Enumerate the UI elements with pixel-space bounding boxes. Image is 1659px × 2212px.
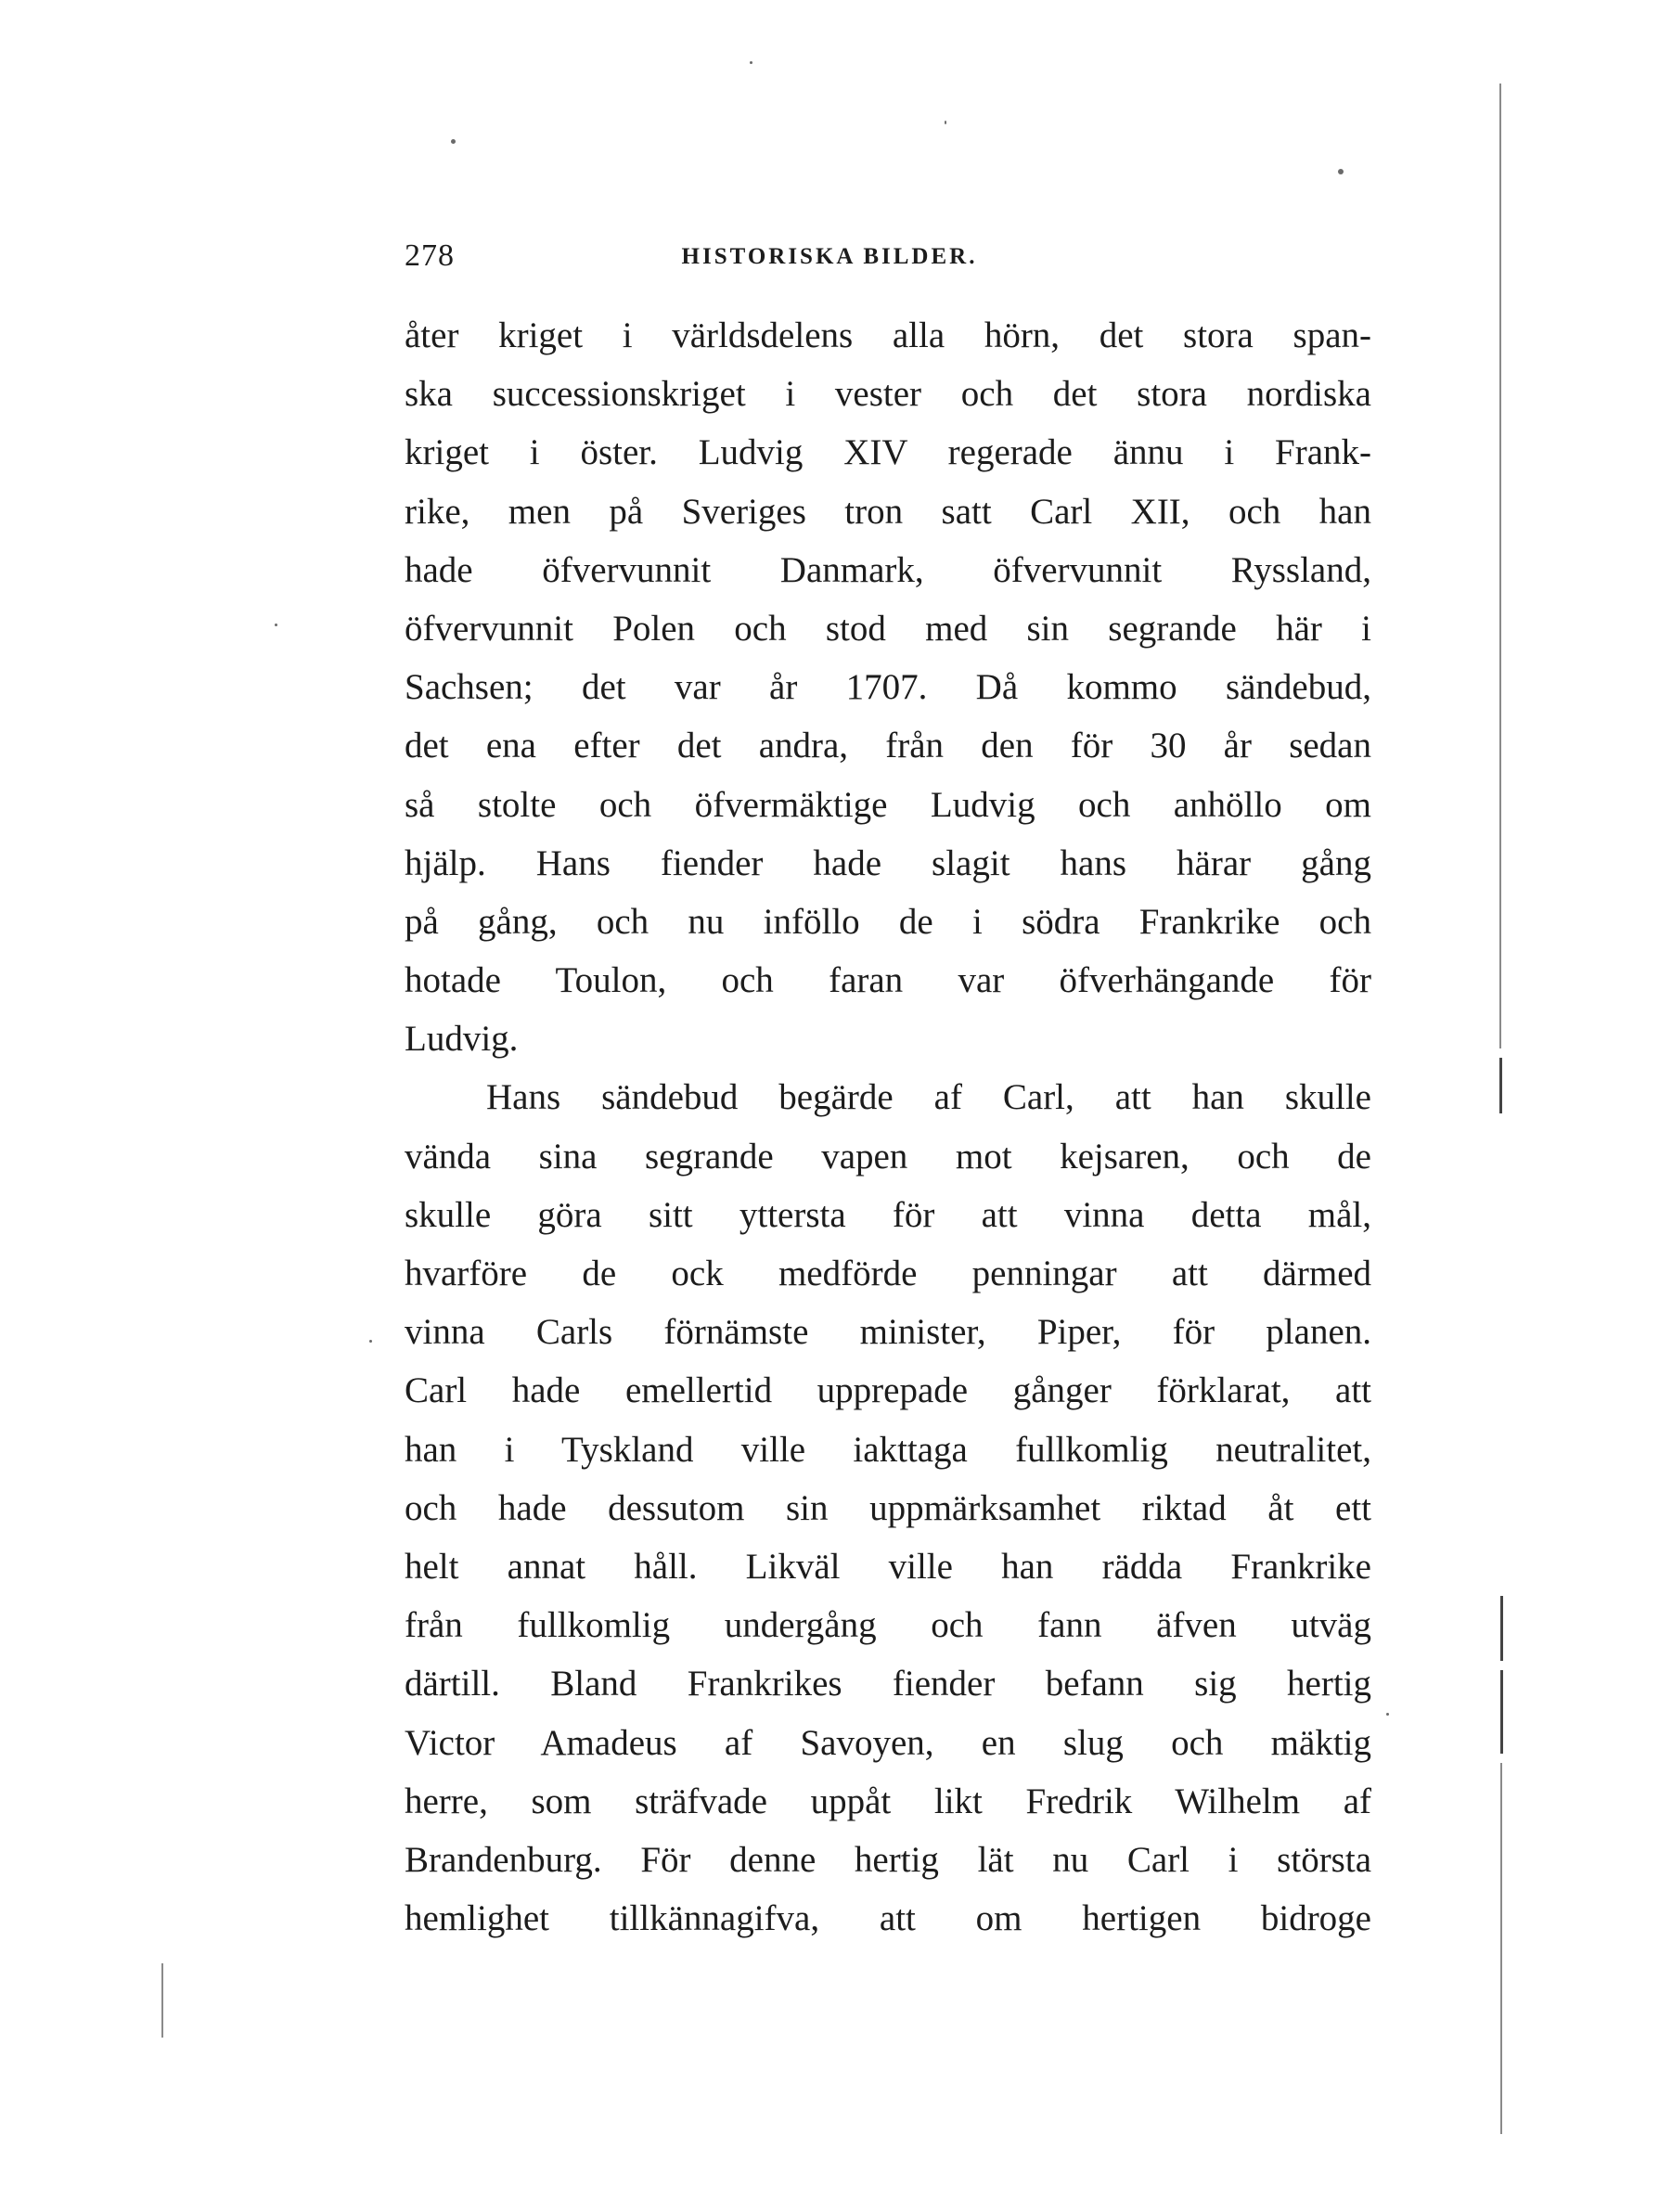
body-text bbox=[405, 306, 1371, 1948]
scan-speck bbox=[1338, 169, 1344, 174]
scan-edge-line bbox=[1499, 1058, 1502, 1113]
scan-edge-line bbox=[161, 1963, 163, 2038]
text-line: Sachsen; det var år 1707. Då kommo sändebud, bbox=[405, 667, 1371, 708]
scan-speck bbox=[1386, 1713, 1389, 1716]
text-line: ska successionskriget i vester och det stora nordiska bbox=[405, 374, 1371, 415]
text-line: vinna Carls förnämste minister, Piper, för planen. bbox=[405, 1312, 1371, 1353]
page-number: 278 bbox=[405, 238, 455, 273]
text-line: hemlighet tillkännagifva, att om hertigen bidroge bbox=[405, 1898, 1371, 1939]
text-line: och hade dessutom sin uppmärksamhet riktad åt ett bbox=[405, 1487, 1371, 1528]
text-line: hade öfvervunnit Danmark, öfvervunnit Ryssland, bbox=[405, 549, 1371, 590]
text-line: så stolte och öfvermäktige Ludvig och anhöllo om bbox=[405, 784, 1371, 825]
text-line: hotade Toulon, och faran var öfverhängande för bbox=[405, 960, 1371, 1001]
text-line: rike, men på Sveriges tron satt Carl XII, och han bbox=[405, 491, 1371, 532]
running-head: HISTORISKA BILDER. bbox=[681, 244, 978, 269]
text-line: öfvervunnit Polen och stod med sin segrande här i bbox=[405, 608, 1371, 649]
text-line: hjälp. Hans fiender hade slagit hans härar gång bbox=[405, 842, 1371, 883]
text-line: åter kriget i världsdelens alla hörn, det stora span- bbox=[405, 315, 1371, 355]
text-line: från fullkomlig undergång och fann äfven utväg bbox=[405, 1605, 1371, 1646]
text-line: han i Tyskland ville iakttaga fullkomlig neutralitet, bbox=[405, 1429, 1371, 1470]
text-line: det ena efter det andra, från den för 30 år sedan bbox=[405, 726, 1371, 766]
text-line: kriget i öster. Ludvig XIV regerade ännu i Frank- bbox=[405, 432, 1371, 473]
text-line: vända sina segrande vapen mot kejsaren, och de bbox=[405, 1136, 1371, 1177]
text-line: Ludvig. bbox=[405, 1019, 519, 1060]
scan-speck bbox=[945, 121, 946, 124]
scan-speck bbox=[451, 139, 456, 144]
scan-edge-line bbox=[1500, 1596, 1503, 1661]
scan-edge-line bbox=[1500, 1670, 1503, 1754]
text-line: Victor Amadeus af Savoyen, en slug och mäktig bbox=[405, 1722, 1371, 1763]
text-line: helt annat håll. Likväl ville han rädda Frankrike bbox=[405, 1546, 1371, 1587]
text-line: Carl hade emellertid upprepade gånger förklarat, att bbox=[405, 1370, 1371, 1411]
scan-speck bbox=[369, 1340, 372, 1343]
text-line: Hans sändebud begärde af Carl, att han skulle bbox=[486, 1077, 1371, 1118]
text-line: hvarföre de ock medförde penningar att därmed bbox=[405, 1254, 1371, 1293]
text-line: på gång, och nu inföllo de i södra Frankrike och bbox=[405, 901, 1371, 942]
scan-edge-line bbox=[1500, 1763, 1502, 2134]
scan-speck bbox=[750, 61, 752, 64]
text-line: Brandenburg. För denne hertig lät nu Carl i största bbox=[405, 1839, 1371, 1880]
scan-edge-line bbox=[1499, 84, 1501, 1048]
scan-speck bbox=[275, 624, 277, 626]
text-line: skulle göra sitt yttersta för att vinna detta mål, bbox=[405, 1194, 1371, 1235]
text-line: herre, som sträfvade uppåt likt Fredrik Wilhelm af bbox=[405, 1781, 1371, 1821]
text-line: därtill. Bland Frankrikes fiender befann sig hertig bbox=[405, 1664, 1371, 1704]
